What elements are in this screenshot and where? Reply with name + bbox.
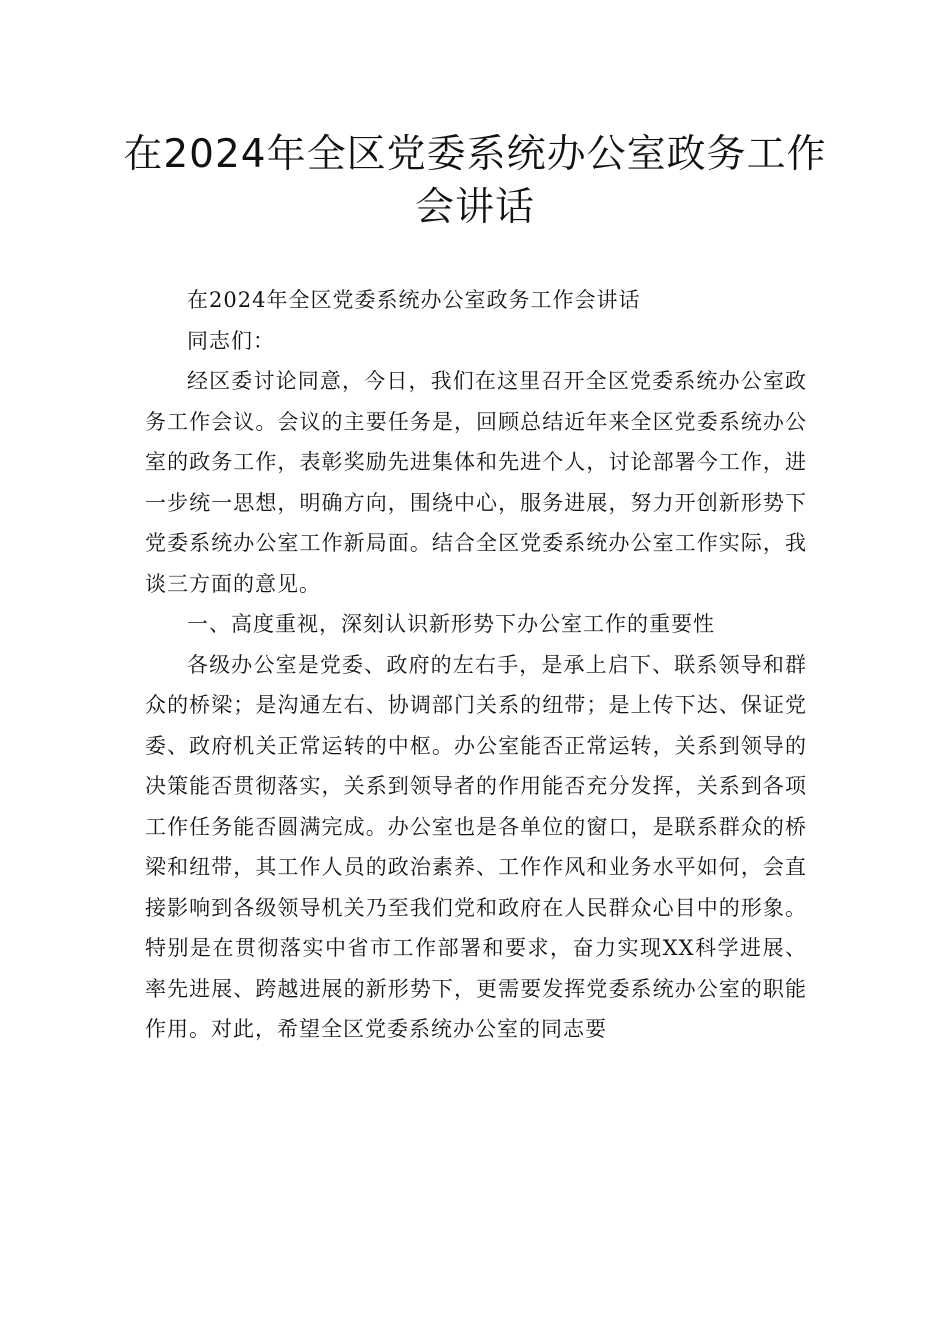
document-body <box>145 280 807 1050</box>
paragraph-section-1: 各级办公室是党委、政府的左右手，是承上启下、联系领导和群众的桥梁；是沟通左右、协调部门关系的纽带；是上传下达、保证党委、政府机关正常运转的中枢。办公室能否正常运转，关系到领导的决策能否贯彻落实，关系到领导者的作用能否充分发挥，关系到各项工作任务能否圆满完成。办公室也是各单位的窗口，是联系群众的桥梁和纽带，其工作人员的政治素养、工作作风和业务水平如何，会直接影响到各级领导机关乃至我们党和政府在人民群众心目中的形象。特别是在贯彻落实中省市工作部署和要求，奋力实现XX科学进展、率先进展、跨越进展的新形势下，更需要发挥党委系统办公室的职能作用。对此，希望全区党委系统办公室的同志要 <box>145 652 807 1041</box>
document-title: 在2024年全区党委系统办公室政务工作会讲话 <box>123 132 827 230</box>
paragraph-salutation: 同志们： <box>187 328 275 353</box>
section-heading-1: 一、高度重视，深刻认识新形势下办公室工作的重要性 <box>187 612 715 636</box>
paragraph-subtitle: 在2024年全区党委系统办公室政务工作会讲话 <box>187 288 641 312</box>
paragraph-intro: 经区委讨论同意，今日，我们在这里召开全区党委系统办公室政务工作会议。会议的主要任务是，回顾总结近年来全区党委系统办公室的政务工作，表彰奖励先进集体和先进个人，讨论部署今工作，进一步统一思想，明确方向，围绕中心，服务进展，努力开创新形势下党委系统办公室工作新局面。结合全区党委系统办公室工作实际，我谈三方面的意见。 <box>145 369 807 596</box>
